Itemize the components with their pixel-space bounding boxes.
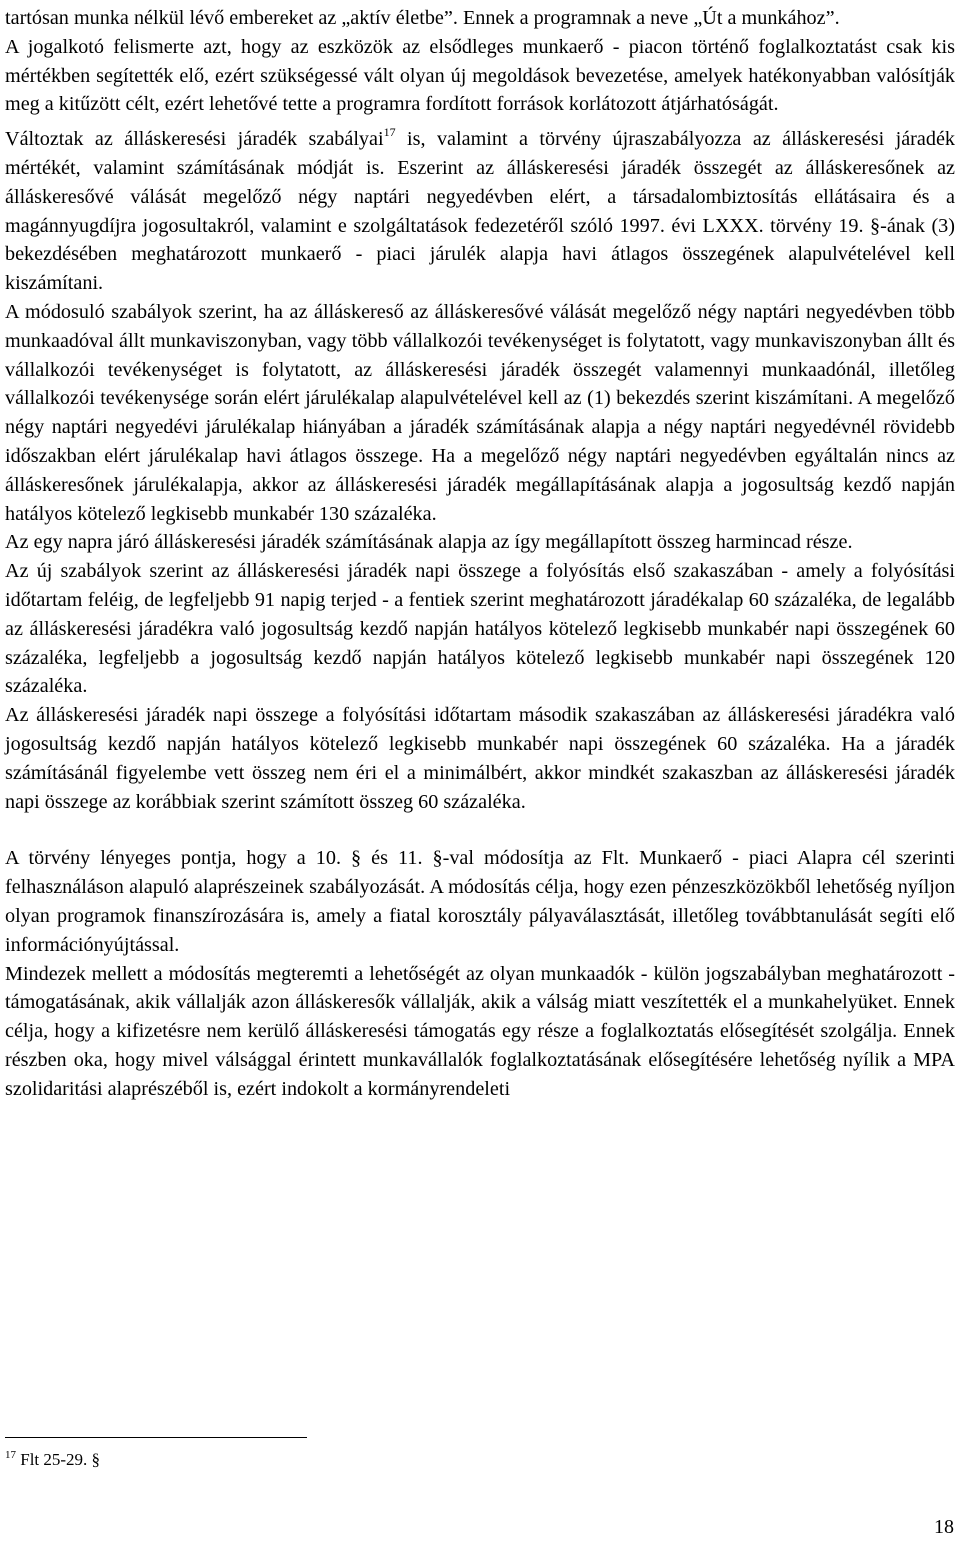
paragraph-daily-base: Az egy napra járó álláskeresési járadék számításának alapja az így megállapított összeg harmincad része. <box>5 531 853 554</box>
footnote-number: 17 <box>5 1449 16 1461</box>
footnote <box>5 1449 100 1471</box>
footnote-separator <box>5 1437 307 1438</box>
paragraph-second-phase: Az álláskeresési járadék napi összege a folyósítási időtartam második szakaszában az álláskeresési járadékra való jogosultság kezdő napján hatályos kötelező legkisebb munkabér napi összegének 60 százaléka. Ha a járadék számításánál figyelembe vett összeg nem éri el a minimálbért, akkor mindkét szakaszban az álláskeresési járadék napi összege az korábbiak szerint számított összeg 60 százaléka. <box>5 704 955 813</box>
benefit-rules-body: is, valamint a törvény újraszabályozza az álláskeresési járadék mértékét, valamint számításának módját is. Eszerint az álláskeresési járadék összegét az álláskeresőnek az álláskeresővé válását megelőző négy naptári negyedévben elért, a társadalombiztosítás ellátásaira és a magánnyugdíjra jogosultakról, valamint e szolgáltatások fedezetéről szóló 1997. évi LXXX. törvény 19. §-ának (3) bekezdésében meghatározott munkaerő - piaci járulék alapja havi átlagos összegének alapulvételével kell kiszámítani. <box>5 128 955 295</box>
paragraph-intro-continuation: tartósan munka nélkül lévő embereket az „aktív életbe”. Ennek a programnak a neve „Út a munkához”. <box>5 7 840 29</box>
paragraph-benefit-rules <box>5 125 955 298</box>
footnote-reference: 17 <box>383 125 396 140</box>
footnote-text: Flt 25-29. § <box>16 1450 101 1469</box>
page-number: 18 <box>934 1516 954 1538</box>
paragraph-law-key-point: A törvény lényeges pontja, hogy a 10. § és 11. §-val módosítja az Flt. Munkaerő - piaci Alapra cél szerinti felhasználáson alapuló alaprészeinek szabályozását. A módosítás célja, hogy ezen pénzeszközökből lehetőség nyíljon olyan programok finanszírozására is, amely a fiatal korosztály pályaválasztását, illetőleg továbbtanulását segíti elő információnyújtással. <box>5 847 955 956</box>
paragraph-employer-support: Mindezek mellett a módosítás megteremti a lehetőségét az olyan munkaadók - külön jogszabályban meghatározott - támogatásának, akik vállalják azon álláskeresők vállalják, akik a válság miatt veszítették el a munkahelyüket. Ennek célja, hogy a kifizetésre nem kerülő álláskeresési támogatás egy része a foglalkoztatás elősegítését szolgálja. Ennek részben oka, hogy mivel válsággal érintett munkavállalók foglalkoztatásának elősegítésére lehetőség nyílik a MPA szolidaritási alaprészéből is, ezért indokolt a kormányrendeleti <box>5 962 955 1100</box>
paragraph-modified-rules: A módosuló szabályok szerint, ha az álláskereső az álláskeresővé válását megelőző négy naptári negyedévben több munkaadóval állt munkaviszonyban, vagy több vállalkozói tevékenységet is folytatott, vagy munkaviszonyban állt és vállalkozói tevékenységet is folytatott, az álláskeresési járadék összegét valamennyi munkaadónál, illetőleg vállalkozói tevékenysége során elért járulékalap alapulvételével kell az (1) bekezdés szerint kiszámítani. A megelőző négy naptári negyedévi járulékalap hiányában a járadék számításának alapja a négy naptári negyedévnél rövidebb időszakban elért járulékalap havi átlagos összege. Ha a megelőző négy naptári negyedévben egyáltalán nincs az álláskeresőnek járulékalapja, akkor az álláskeresési járadék megállapításának alapja a jogosultság kezdő napján hatályos kötelező legkisebb munkabér 130 százaléka. <box>5 300 955 525</box>
benefit-rules-lead: Változtak az álláskeresési járadék szabályai <box>5 128 384 151</box>
paragraph-gap <box>5 816 955 844</box>
paragraph-legislator: A jogalkotó felismerte azt, hogy az eszközök az elsődleges munkaerő - piacon történő foglalkoztatást csak kis mértékben segítették elő, ezért szükségessé vált olyan új megoldások bevezetése, amelyek hatékonyabban valósítják meg a kitűzött célt, ezért lehetővé tette a programra fordított források korlátozott átjárhatóságát. <box>5 35 955 116</box>
paragraph-first-phase: Az új szabályok szerint az álláskeresési járadék napi összege a folyósítás első szakaszában - amely a folyósítási időtartam feléig, de legfeljebb 91 napig terjed - a fentiek szerint meghatározott járadékalap 60 százaléka, de legalább az álláskeresési járadékra való jogosultság kezdő napján hatályos kötelező legkisebb munkabér napi összegének 60 százaléka, legfeljebb a jogosultság kezdő napján hatályos kötelező legkisebb munkabér napi összegének 120 százaléka. <box>5 560 955 698</box>
document-body <box>5 4 955 1103</box>
